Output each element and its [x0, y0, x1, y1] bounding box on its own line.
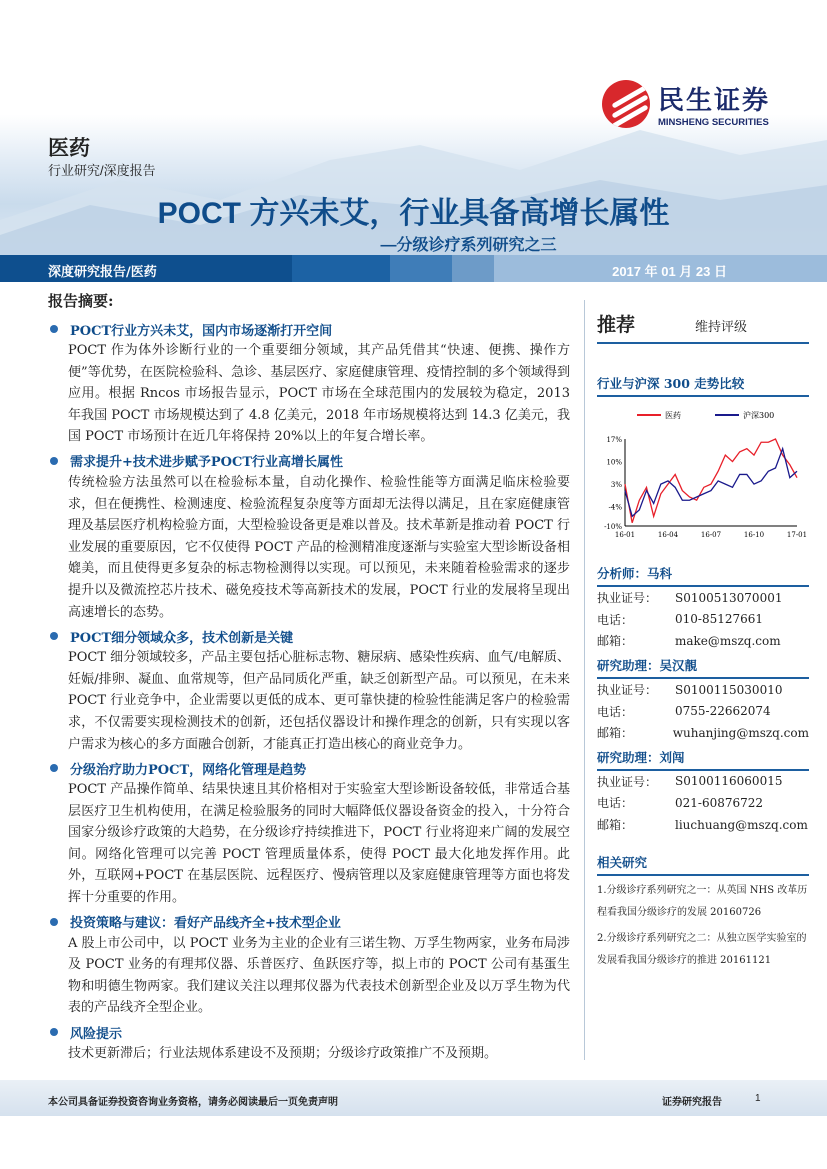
bullet-icon [50, 325, 58, 333]
x-tick-label: 16-04 [657, 531, 679, 539]
contact-row [597, 630, 809, 652]
chart-title: 行业与沪深 300 走势比较 [597, 372, 809, 397]
contact-row [597, 587, 809, 609]
y-tick-label: 3% [610, 481, 622, 490]
bullet-icon [50, 918, 58, 926]
report-type: 行业研究/深度报告 [48, 163, 156, 178]
bullet-icon [50, 632, 58, 640]
section-heading-text: 需求提升+技术进步赋予POCT行业高增长属性 [70, 455, 344, 471]
section-heading-text: 投资策略与建议：看好产品线齐全+技术型企业 [70, 916, 341, 932]
contact-label: 电话： [597, 796, 634, 811]
contact-label: 电话： [597, 612, 634, 627]
section-heading [48, 450, 570, 472]
column-divider [584, 300, 585, 1060]
related-item[interactable]: 1.分级诊疗系列研究之一：从英国 NHS 改革历程看我国分级诊疗的发展 20160726 [597, 885, 808, 919]
section-heading-text: POCT行业方兴未艾，国内市场逐渐打开空间 [70, 323, 333, 339]
sector-label: 医药 [48, 137, 90, 160]
contact-value[interactable]: make@mszq.com [675, 633, 781, 648]
minsheng-logo [602, 80, 770, 128]
footer-label: 证券研究报告 [662, 1097, 722, 1108]
report-title: POCT 方兴未艾，行业具备高增长属性 [157, 197, 670, 230]
section-heading [48, 625, 570, 647]
section-text: 传统检验方法虽然可以在检验标本量，自动化操作、检验性能等方面满足临床检验要求，但在便携性、检测速度、检验流程复杂度等方面却无法得以满足，且在家庭健康管理及基层医疗机构检验方面，大型检验设备更是难以普及。技术革新是推动着 POCT 行业发展的重要原因，它不仅使得 POCT 产品的检测精准度逐渐与实验室大型诊断设备相媲美，而且使得更多复杂的标志物检测得以实现。可以预见，未来随着检验需求的逐步提升以及微流控芯片技术、磁免疫技术等高新技术的发展，POCT 行业的发展将呈现出高速增长的态势。 [68, 474, 570, 620]
abstract-heading: 报告摘要: [48, 292, 114, 310]
section-heading [48, 1021, 570, 1043]
analyst-role: 研究助理：吴汉靚 [597, 654, 809, 679]
section-heading-text: 分级治疗助力POCT，网络化管理是趋势 [70, 762, 307, 778]
contact-row [597, 609, 809, 631]
x-tick-label: 16-01 [614, 531, 636, 539]
contact-label: 执业证号： [597, 774, 658, 789]
contact-row [597, 792, 809, 814]
contact-row [597, 700, 809, 722]
contact-value[interactable]: wuhanjing@mszq.com [672, 725, 809, 740]
y-tick-label: 10% [606, 458, 622, 467]
contact-label: 电话： [597, 704, 634, 719]
contact-label: 邮箱： [597, 634, 634, 649]
logo-en: MINSHENG SECURITIES [658, 117, 769, 128]
section-text: POCT 产品操作简单、结果快速且其价格相对于实验室大型诊断设备较低，非常适合基层医疗卫生机构使用，在满足检验服务的同时大幅降低仪器设备资金的投入，十分符合国家分级诊疗政策的大趋势，在分级诊疗持续推进下，POCT 行业将迎来广阔的发展空间。网络化管理可以完善 POCT 管理质量体系，使得 POCT 最大化地发挥作用。此外，互联网+POCT 在基层医院、远程医疗、慢病管理以及家庭健康管理等方面也将发挥十分重要的作用。 [68, 782, 570, 906]
section-heading [48, 911, 570, 933]
x-tick-label: 16-07 [700, 531, 722, 539]
y-tick-label: 17% [606, 436, 622, 444]
contact-value: S0100513070001 [675, 590, 783, 605]
abstract-body [48, 316, 570, 1065]
rating-box [597, 310, 809, 344]
bullet-icon [50, 457, 58, 465]
contact-row [597, 679, 809, 701]
y-tick-label: -10% [604, 523, 622, 531]
band-category: 深度研究报告/医药 [48, 265, 157, 280]
bullet-icon [50, 1028, 58, 1036]
contact-label: 执业证号： [597, 683, 658, 698]
related-heading: 相关研究 [597, 851, 809, 876]
contact-value: S0100115030010 [675, 682, 783, 697]
contact-value: S0100116060015 [675, 774, 783, 789]
x-tick-label: 16-10 [743, 531, 765, 539]
contact-row [597, 814, 809, 836]
bullet-icon [50, 764, 58, 772]
series-line-0 [625, 439, 797, 523]
section-text: 技术更新滞后；行业法规体系建设不及预期；分级诊疗政策推广不及预期。 [68, 1046, 498, 1062]
section-text: A 股上市公司中，以 POCT 业务为主业的企业有三诺生物、万孚生物两家，业务布局涉及 POCT 业务的有理邦仪器、乐普医疗、鱼跃医疗等，拟上市的 POCT 公司有基蛋生物和明德生物两家。我们建议关注以理邦仪器为代表技术创新型企业及以万孚生物为代表的产品线齐全型企业。 [68, 935, 570, 1016]
contact-value[interactable]: liuchuang@mszq.com [675, 817, 808, 832]
analyst-list [597, 562, 809, 835]
legend-label: 沪深300 [743, 411, 775, 420]
x-tick-label: 17-01 [786, 531, 808, 539]
section-heading [48, 318, 570, 340]
contact-label: 邮箱： [597, 726, 634, 741]
contact-row [597, 771, 809, 793]
section-text: POCT 作为体外诊断行业的一个重要细分领域，其产品凭借其“快速、便携、操作方便”等优势，在医院检验科、急诊、基层医疗、家庭健康管理、疫情控制的多个领域得到应用。根据 Rncos 市场报告显示，POCT 市场在全球范围内的发展较为稳定，2013 年我国 POCT 市场规模达到了 4.8 亿美元，2018 年市场规模将达到 14.3 亿美元，我国 POCT 市场预计在近几年将保持 20%以上的年复合增长率。 [68, 343, 570, 445]
analyst-role: 研究助理：刘闯 [597, 746, 809, 771]
y-tick-label: -4% [608, 503, 622, 512]
section-heading-text: POCT细分领域众多，技术创新是关键 [70, 630, 294, 646]
section-heading [48, 757, 570, 779]
contact-value: 010-85127661 [675, 612, 764, 627]
report-subtitle: —分级诊疗系列研究之三 [380, 237, 557, 254]
rating: 推荐 [597, 315, 636, 336]
page-number: 1 [755, 1093, 761, 1104]
analyst-role: 分析师：马科 [597, 562, 809, 587]
contact-value: 021-60876722 [675, 795, 764, 810]
contact-label: 执业证号： [597, 591, 658, 606]
contact-value: 0755-22662074 [675, 704, 771, 719]
section-text: POCT 细分领域较多，产品主要包括心脏标志物、糖尿病、感染性疾病、血气/电解质、妊娠/排卵、凝血、血常规等，但产品同质化严重，缺乏创新型产品。可以预见，在未来 POCT 行业竞争中，企业需要以更低的成本、更可靠快捷的检验性能满足客户的检验需求，不仅需要实现检测技术的创新，还包括仪器设计和操作理念的创新，只有实现以客户需求为核心的多方面融合创新，才能真正打造出核心的商业竞争力。 [68, 650, 570, 752]
sidebar [597, 310, 809, 972]
section-heading-text: 风险提示 [70, 1026, 123, 1042]
logo-cn: 民生证券 [658, 85, 771, 115]
trend-chart [597, 401, 809, 551]
rating-note: 维持评级 [695, 320, 748, 335]
legend-label: 医药 [665, 411, 681, 420]
related-item[interactable]: 2.分级诊疗系列研究之二：从独立医学实验室的发展看我国分级诊疗的推进 20161121 [597, 933, 807, 967]
contact-row [597, 722, 809, 744]
contact-label: 邮箱： [597, 818, 634, 833]
footer-disclaimer: 本公司具备证券投资咨询业务资格，请务必阅读最后一页免责声明 [48, 1097, 338, 1108]
report-date: 2017 年 01 月 23 日 [612, 264, 727, 279]
